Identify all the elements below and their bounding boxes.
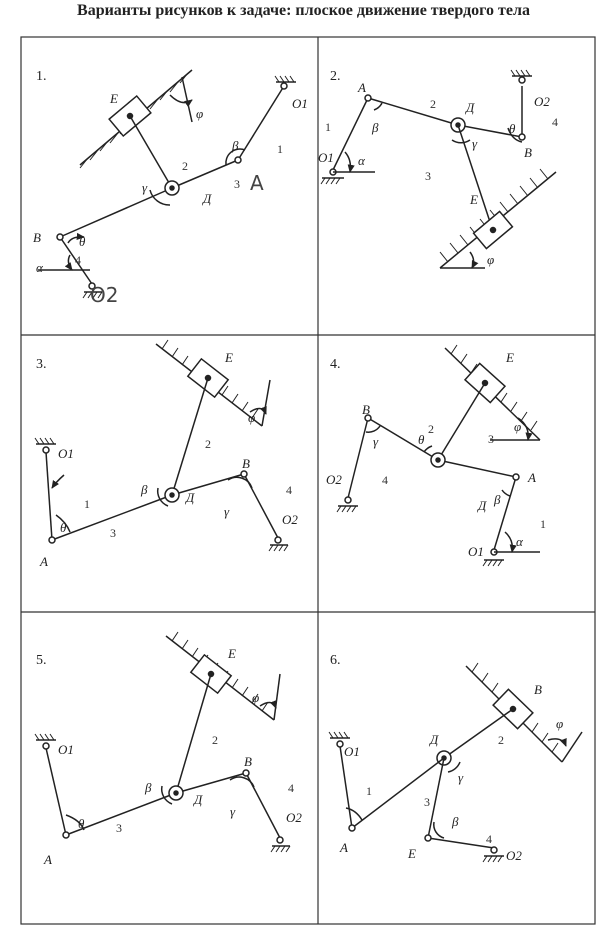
label-theta-4: θ (418, 432, 425, 447)
phi-ref-line-3 (262, 380, 270, 426)
label-O1-5: O1 (58, 742, 74, 757)
panel-1-number: 1. (36, 69, 47, 84)
label-E-6: E (408, 846, 416, 861)
label-D-4: Д (478, 498, 487, 513)
label-O1-4: O1 (468, 544, 484, 559)
link-3-left-1 (60, 188, 172, 237)
label-link1-6: 1 (366, 784, 372, 798)
link-3-4 (438, 460, 516, 477)
label-A-4: A (528, 470, 536, 485)
label-alpha-4: α (516, 534, 523, 549)
label-link4-3: 4 (286, 483, 292, 497)
panel-5-number: 5. (36, 653, 47, 668)
label-link2-1: 2 (182, 159, 188, 173)
label-gamma-1: γ (142, 180, 148, 195)
label-phi-1: φ (196, 106, 204, 121)
link-3-6 (428, 758, 444, 838)
label-B-2: B (524, 145, 532, 160)
label-beta-4: β (494, 492, 501, 507)
label-gamma-4: γ (373, 434, 379, 449)
beta-arc-4 (502, 490, 510, 496)
alpha-arc-4 (505, 532, 512, 552)
label-link4-1: 4 (75, 253, 81, 267)
label-link3-6: 3 (424, 795, 430, 809)
label-phi-6: φ (556, 716, 564, 731)
label-gamma-2: γ (472, 136, 478, 151)
label-B-4: B (362, 402, 370, 417)
label-theta-3: θ (60, 520, 67, 535)
link-1-crank-5 (46, 748, 66, 835)
label-A-2: A (358, 80, 366, 95)
phi-arc-5 (260, 702, 276, 708)
label-O2-5: O2 (286, 810, 302, 825)
label-D-2: Д (466, 100, 475, 115)
panel-6-number: 6. (330, 653, 341, 668)
phi-ref-line-5 (274, 674, 280, 720)
label-theta-5: θ (78, 816, 85, 831)
phi-arc-2 (470, 252, 474, 268)
fixed-support-O1-5 (35, 734, 56, 740)
label-link2-4: 2 (428, 422, 434, 436)
label-beta-6: β (452, 814, 459, 829)
label-gamma-5: γ (230, 804, 236, 819)
label-link1-4: 1 (540, 517, 546, 531)
alpha-arc-2 (345, 152, 350, 172)
label-O2-6: O2 (506, 848, 522, 863)
label-O1-6: O1 (344, 744, 360, 759)
rotation-arrow-O1-3 (52, 475, 64, 488)
panel-3-number: 3. (36, 357, 47, 372)
label-alpha-1: α (36, 260, 43, 275)
link-2-rod-5 (176, 674, 211, 793)
panel-2-number: 2. (330, 69, 341, 84)
phi-ref-line-6 (562, 732, 582, 762)
label-E-2: E (470, 192, 478, 207)
link-4-crank-4 (348, 418, 368, 498)
link-3-ext-5 (176, 773, 246, 793)
label-theta-2: θ (509, 121, 516, 136)
theta-arc-6 (346, 808, 362, 820)
gamma-arc-4 (366, 426, 380, 432)
label-link4-2: 4 (552, 115, 558, 129)
link-2-rod-4 (438, 383, 485, 460)
gamma-arc-2 (452, 140, 470, 143)
label-E-4: E (506, 350, 514, 365)
label-D-6: Д (430, 732, 439, 747)
label-link2-3: 2 (205, 437, 211, 451)
page-title: Варианты рисунков к задаче: плоское движение твердого тела (77, 2, 530, 19)
fixed-support-O2-3 (269, 545, 288, 551)
link-1-crank-3 (46, 452, 52, 540)
fixed-support-O1-6 (329, 732, 350, 738)
fixed-support-O2-2 (511, 70, 532, 76)
link-1-crank-4 (494, 477, 516, 550)
beta-arc-2 (374, 103, 382, 110)
panel-4-number: 4. (330, 357, 341, 372)
link-2-2 (368, 98, 458, 125)
link-2-rod-1 (130, 116, 172, 188)
label-link3-5: 3 (116, 821, 122, 835)
fixed-support-O1-2 (321, 178, 344, 184)
label-link4-4: 4 (382, 473, 388, 487)
label-B-6: B (534, 682, 542, 697)
outer-frame (21, 37, 595, 924)
label-E-3: E (225, 350, 233, 365)
label-phi-2: φ (487, 252, 495, 267)
label-link3-3: 3 (110, 526, 116, 540)
label-phi-4: φ (514, 419, 522, 434)
fixed-support-O1-1 (275, 76, 296, 82)
label-E-5: E (228, 646, 236, 661)
gamma-arc-3 (228, 477, 252, 488)
label-gamma-6: γ (458, 770, 464, 785)
label-O2-3: O2 (282, 512, 298, 527)
panel-6 (329, 653, 582, 863)
label-alpha-2: α (358, 153, 365, 168)
panel-2 (318, 69, 558, 268)
fixed-support-O2-5 (271, 846, 290, 852)
label-E-1: E (110, 91, 118, 106)
label-link3-2: 3 (425, 169, 431, 183)
label-link1-2: 1 (325, 120, 331, 134)
label-link2-2: 2 (430, 97, 436, 111)
label-O2-4: O2 (326, 472, 342, 487)
label-link2-6: 2 (498, 733, 504, 747)
beta-arc-6 (434, 822, 444, 838)
link-2-rod-3 (172, 378, 208, 495)
panel-4 (326, 345, 546, 566)
fixed-support-O1-3 (35, 438, 56, 444)
label-B-1: B (33, 230, 41, 245)
label-beta-2: β (372, 120, 379, 135)
label-beta-5: β (145, 780, 152, 795)
label-link1-3: 1 (84, 497, 90, 511)
label-O1-3: O1 (58, 446, 74, 461)
fixed-support-O2-4 (337, 506, 358, 512)
panel-3 (35, 340, 298, 569)
label-gamma-3: γ (224, 504, 230, 519)
handwritten-A-1: A (250, 171, 264, 195)
label-beta-3: β (141, 482, 148, 497)
label-link3-1: 3 (234, 177, 240, 191)
label-A-3: A (40, 554, 48, 569)
label-phi-3: φ (248, 410, 256, 425)
label-D-1: Д (203, 191, 212, 206)
label-A-6: A (340, 840, 348, 855)
label-link4-5: 4 (288, 781, 294, 795)
label-O1-1: O1 (292, 96, 308, 111)
label-O1-2: O1 (318, 150, 334, 165)
panel-5 (35, 632, 302, 867)
label-link1-1: 1 (277, 142, 283, 156)
alpha-arc-1 (68, 255, 72, 270)
label-O2-2: O2 (534, 94, 550, 109)
label-theta-1: θ (79, 234, 86, 249)
phi-arc-1 (170, 95, 192, 103)
label-O2-1: O2 (90, 283, 119, 307)
label-B-3: B (242, 456, 250, 471)
panel-grid (21, 37, 595, 924)
fixed-support-O2-6 (483, 856, 504, 862)
phi-ref-line-1 (182, 77, 192, 122)
label-link3-4: 3 (488, 432, 494, 446)
theta-arc-4 (424, 446, 432, 452)
fixed-support-O1-4 (483, 560, 504, 566)
label-D-3: Д (186, 490, 195, 505)
label-link2-5: 2 (212, 733, 218, 747)
gamma-arc-5 (230, 777, 254, 787)
label-phi-5: φ (252, 690, 260, 705)
label-A-5: A (44, 852, 52, 867)
panel-1 (33, 69, 308, 307)
label-D-5: Д (194, 792, 203, 807)
label-B-5: B (244, 754, 252, 769)
link-4-6 (428, 838, 494, 848)
label-beta-1: β (232, 138, 239, 153)
label-link4-6: 4 (486, 832, 492, 846)
